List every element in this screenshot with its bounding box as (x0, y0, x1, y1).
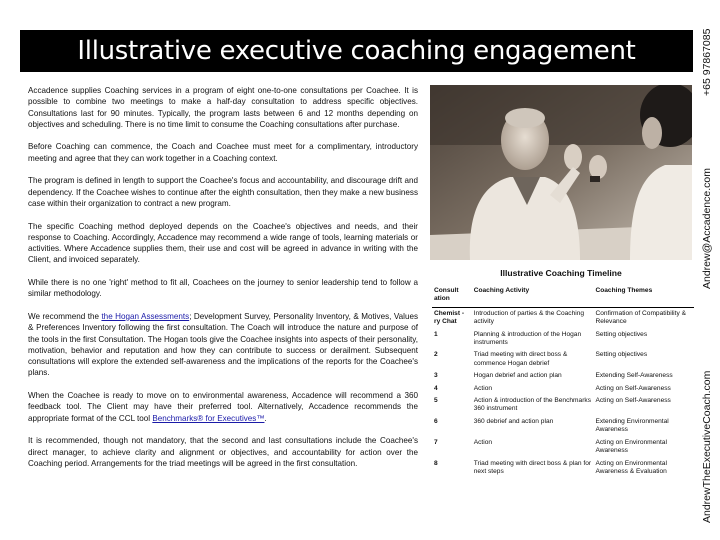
cell-activity: Triad meeting with direct boss & plan for next steps (473, 459, 592, 475)
column-header-activity: Coaching Activity (472, 285, 594, 307)
body-text (28, 85, 418, 480)
table-header-row (432, 285, 694, 307)
text: We recommend the (28, 311, 102, 321)
table-row (432, 458, 694, 479)
cell-consultation: 7 (434, 438, 438, 446)
column-header-consultation: Consult ation (432, 285, 472, 307)
paragraph: The program is defined in length to support the Coachee's focus and accountability, and discourage drift and dependency. If the Coachee wishes to continue after the eighth consultation, then they make a new business case within their organization to contract a new program. (28, 176, 418, 208)
email-address[interactable]: Andrew@Accadence.com (701, 168, 713, 289)
cell-activity: Triad meeting with direct boss & commence Hogan debrief (473, 351, 568, 367)
text: ; Development Survey, Personality Inventory, & Motives, Values & Preferences Inventory following the first consultation. The Coach will introduce the nature and purpose of the tools in the first Consultation. The Hogan tools give the Coachee insights into aspects of their personality, motivation, behavior and reputation and how they can contribute to success or derailment. Subsequent consultations will explore the extended self-awareness and the implications of the reports for the Coachee's plans. (28, 311, 418, 378)
coaching-timeline-table (432, 285, 694, 478)
cell-consultation: 2 (434, 351, 438, 359)
cell-theme: Acting on Self-Awareness (595, 397, 671, 405)
table-row (432, 395, 694, 416)
cell-theme: Acting on Environmental Awareness & Evaluation (595, 459, 667, 475)
table-row (432, 416, 694, 437)
cell-consultation: 3 (434, 372, 438, 380)
paragraph-360 (28, 390, 418, 424)
table-row (432, 370, 694, 382)
phone-number: +65 97867085 (701, 28, 713, 96)
table-row (432, 437, 694, 458)
cell-consultation: 8 (434, 459, 438, 467)
hogan-assessments-link[interactable]: the Hogan Assessments (101, 311, 190, 321)
cell-activity: Action (473, 438, 493, 446)
paragraph: Accadence supplies Coaching services in a program of eight one-to-one consultations per Coachee. It is possible to combine two meetings to make a half-day consultation to address specific objectives. Consultations last for 90 minutes. Typically, the program lasts between 6 and 12 months depending on objectives and scheduling. There is no time limit to consume the Coaching consultations after purchase. (28, 86, 418, 129)
text: When the Coachee is ready to move on to environmental awareness, Accadence will recommend a 360 feedback tool. The Client may have their preferred tool. Alternatively, Accadence recommends the appropriate format of the CCL tool (28, 391, 418, 423)
cell-theme: Setting objectives (595, 351, 648, 359)
column-header-themes: Coaching Themes (593, 285, 694, 307)
cell-theme: Confirmation of Compatibility & Relevance (595, 309, 686, 326)
paragraph: It is recommended, though not mandatory, that the second and last consultations include the Coachee's direct manager, to achieve clarity and alignment or objectives, and accountability for action over the Coaching period. Arrangements for the triad meetings will be agreed in the first consultation. (28, 436, 418, 468)
paragraph: Before Coaching can commence, the Coach and Coachee must meet for a complimentary, introductory meeting and agree that they can work together in a Coaching context. (28, 142, 418, 163)
cell-activity: Action & introduction of the Benchmarks 360 instrument (473, 397, 592, 413)
cell-activity: Introduction of parties & the Coaching activity (473, 309, 585, 326)
cell-consultation: 5 (434, 397, 438, 405)
cell-activity: Action (473, 384, 493, 392)
cell-theme: Extending Environmental Awareness (595, 417, 669, 434)
table-row (432, 307, 694, 328)
cell-consultation: 4 (434, 384, 438, 392)
cell-theme: Acting on Environmental Awareness (595, 438, 667, 455)
table-row (432, 329, 694, 350)
page-title: Illustrative executive coaching engagement (20, 30, 693, 72)
paragraph-hogan (28, 311, 418, 379)
cell-activity: Planning & introduction of the Hogan instruments (473, 330, 582, 347)
cell-consultation: 6 (434, 417, 438, 425)
paragraph: The specific Coaching method deployed depends on the Coachee's objectives and needs, and their response to Coaching. Accordingly, Accadence may recommend a wide range of tools, learning materials or activities. Where Accadence supplies them, their use and cost will be agreed in advance in writing with the Client, and invoiced separately. (28, 221, 418, 265)
cell-theme: Extending Self-Awareness (595, 372, 673, 380)
cell-activity: Hogan debrief and action plan (473, 372, 562, 380)
website-address[interactable]: AndrewTheExecutiveCoach.com (701, 370, 713, 523)
paragraph: While there is no one 'right' method to fit all, Coachees on the journey to senior leadership tend to follow a similar methodology. (28, 278, 418, 299)
cell-activity: 360 debrief and action plan (473, 417, 554, 425)
text: . (264, 413, 267, 423)
benchmarks-link[interactable]: Benchmarks® for Executives™ (152, 413, 265, 423)
cell-theme: Setting objectives (595, 330, 648, 338)
timeline-title: Illustrative Coaching Timeline (500, 268, 622, 278)
cell-theme: Acting on Self-Awareness (595, 384, 671, 392)
table-row (432, 383, 694, 395)
table-row (432, 349, 694, 370)
cell-consultation: Chemist -ry Chat (434, 309, 465, 326)
coaching-session-image (430, 85, 692, 260)
cell-consultation: 1 (434, 330, 438, 338)
coaching-photo (430, 85, 692, 260)
